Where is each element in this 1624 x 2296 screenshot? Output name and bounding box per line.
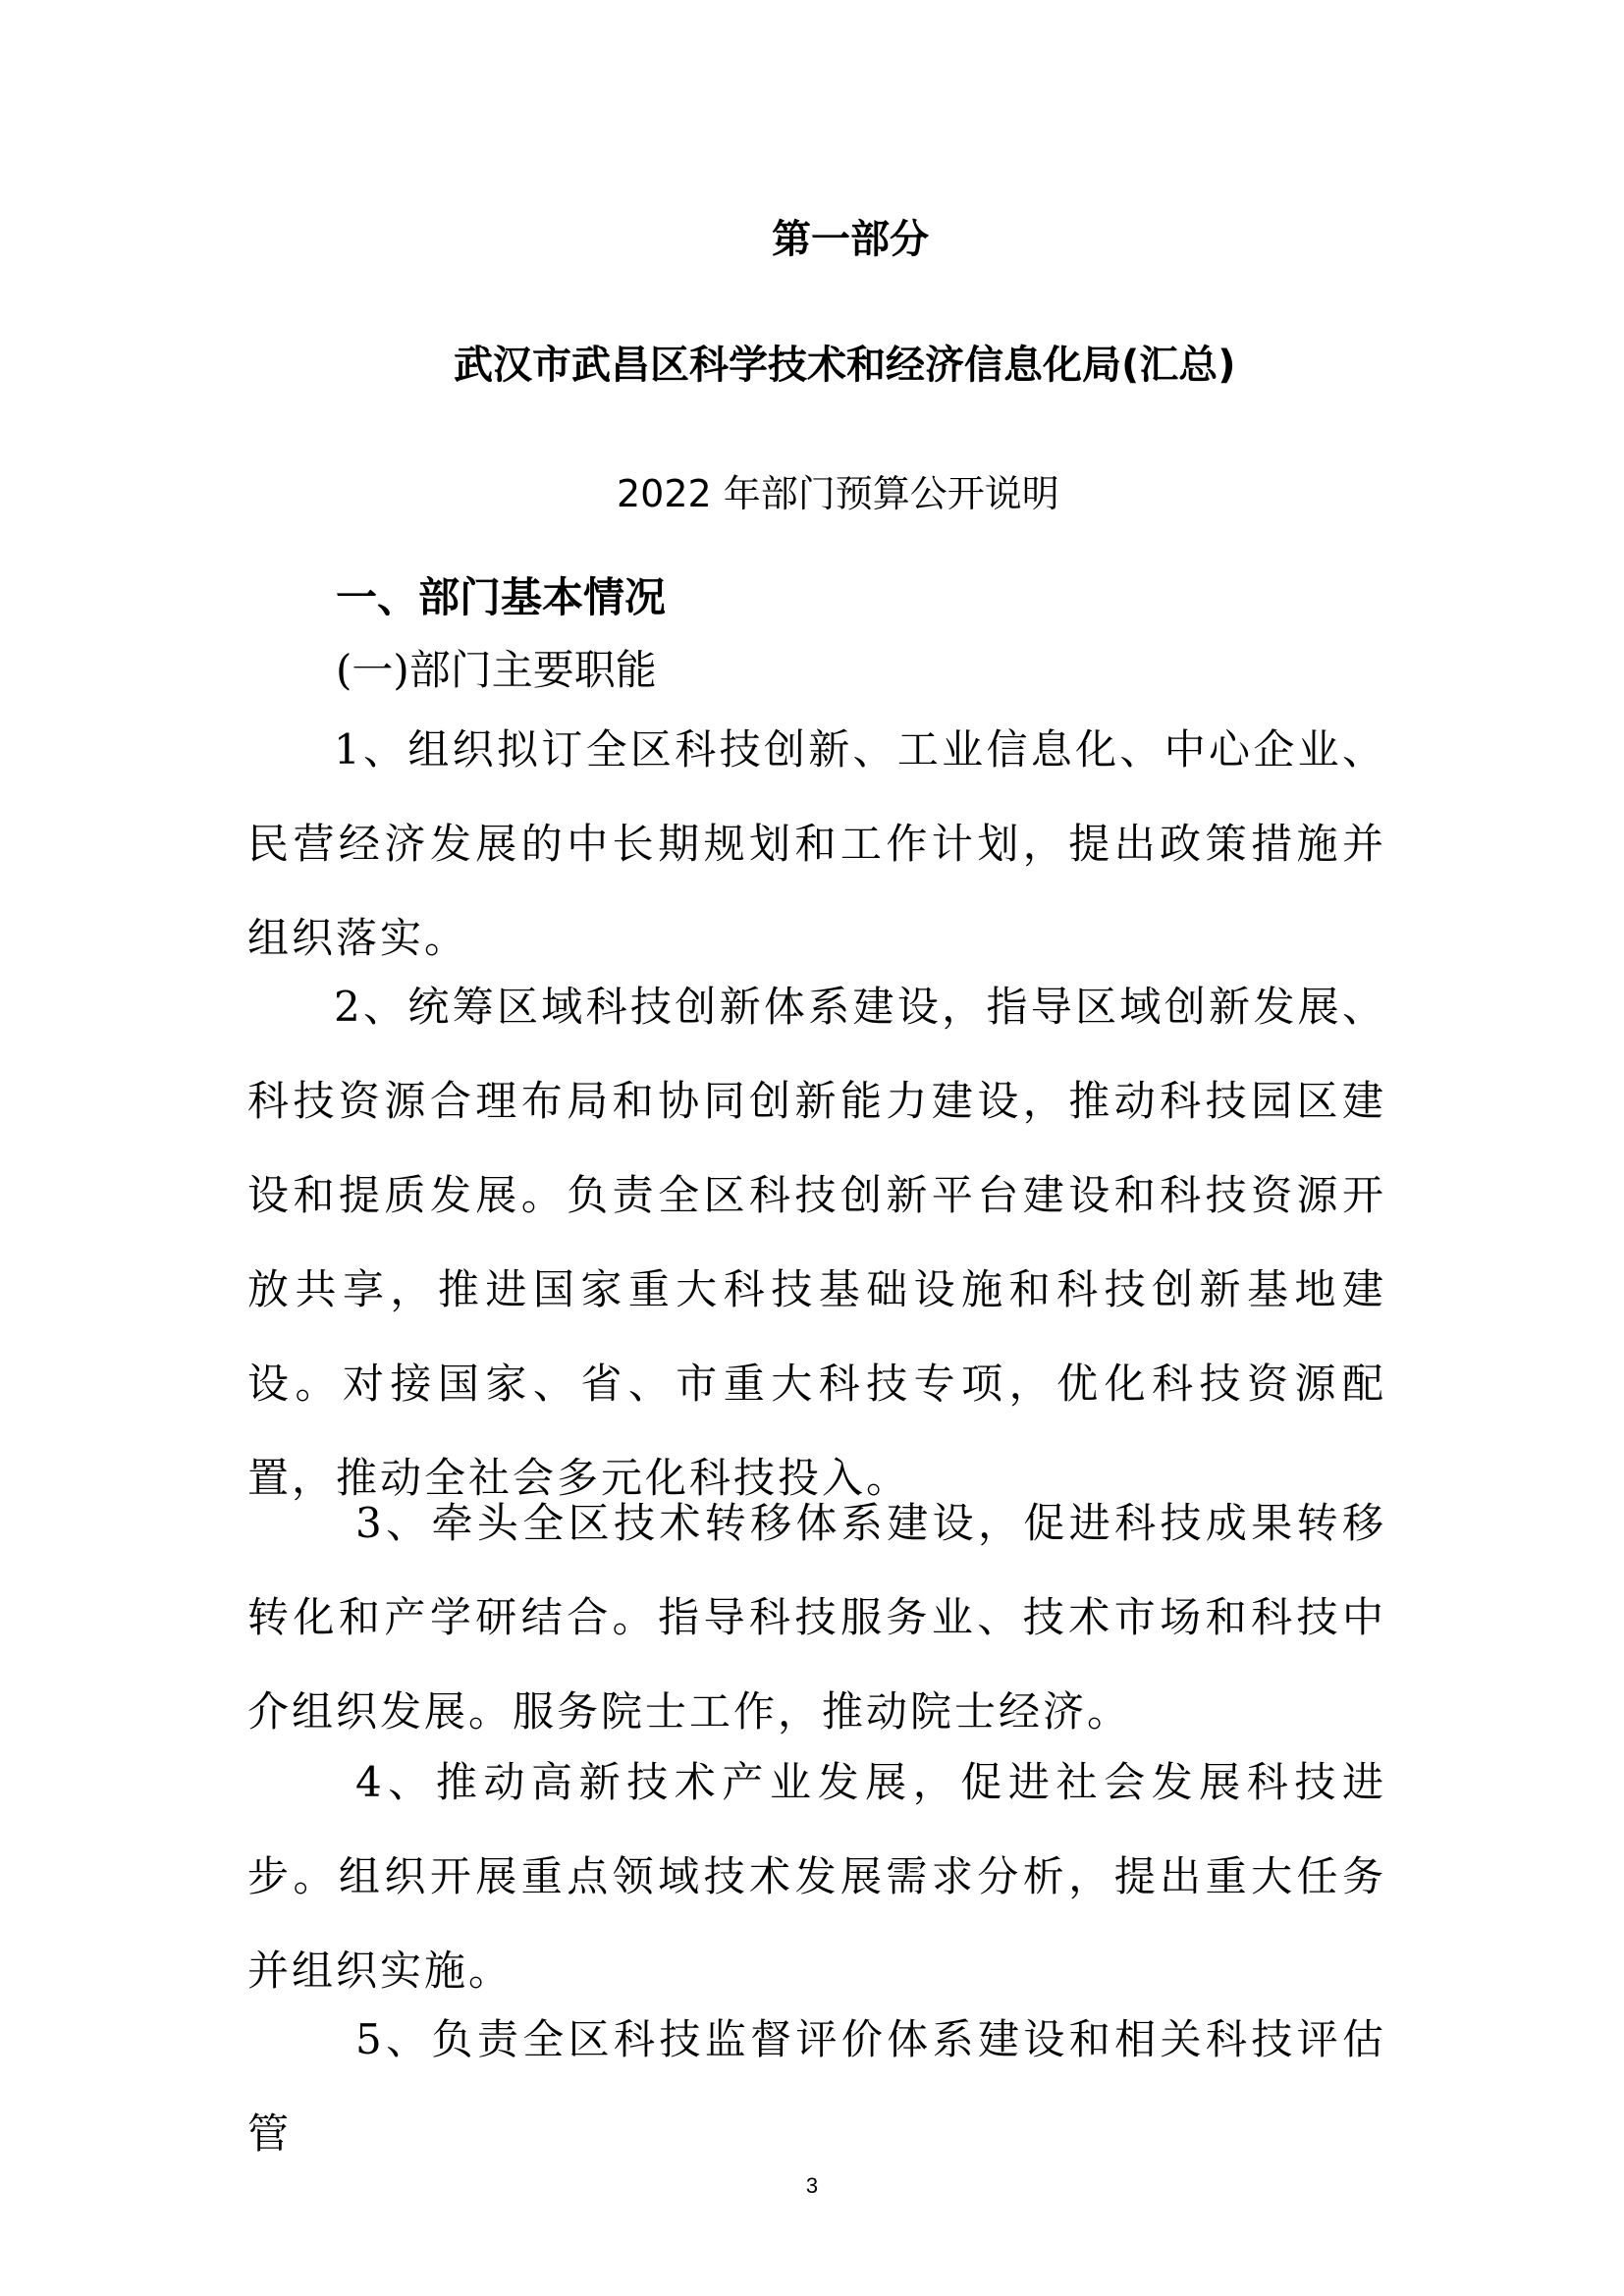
subsection-heading: (一)部门主要职能 <box>336 646 657 694</box>
paragraph-duty-5: 5、负责全区科技监督评价体系建设和相关科技评估管 <box>247 2015 1386 2158</box>
document-title: 2022 年部门预算公开说明 <box>617 472 1059 515</box>
page-number: 3 <box>805 2173 819 2198</box>
paragraph-duty-4: 4、推动高新技术产业发展，促进社会发展科技进步。组织开展重点领域技术发展需求分析，提出重大任务并组织实施。 <box>247 1758 1386 1995</box>
organization-heading: 武汉市武昌区科学技术和经济信息化局(汇总) <box>454 343 1236 388</box>
paragraph-duty-2: 2、统筹区域科技创新体系建设，指导区域创新发展、科技资源合理布局和协同创新能力建设，推动科技园区建设和提质发展。负责全区科技创新平台建设和科技资源开放共享，推进国家重大科技基础设施和科技创新基地建设。对接国家、省、市重大科技专项，优化科技资源配置，推动全社会多元化科技投入。 <box>247 983 1386 1502</box>
paragraph-duty-1: 1、组织拟订全区科技创新、工业信息化、中心企业、民营经济发展的中长期规划和工作计划，提出政策措施并组织落实。 <box>247 725 1386 962</box>
section-heading: 一、部门基本情况 <box>336 573 667 621</box>
paragraph-duty-3: 3、牵头全区技术转移体系建设，促进科技成果转移转化和产学研结合。指导科技服务业、技术市场和科技中介组织发展。服务院士工作，推动院士经济。 <box>247 1499 1386 1735</box>
part-heading: 第一部分 <box>772 217 929 262</box>
